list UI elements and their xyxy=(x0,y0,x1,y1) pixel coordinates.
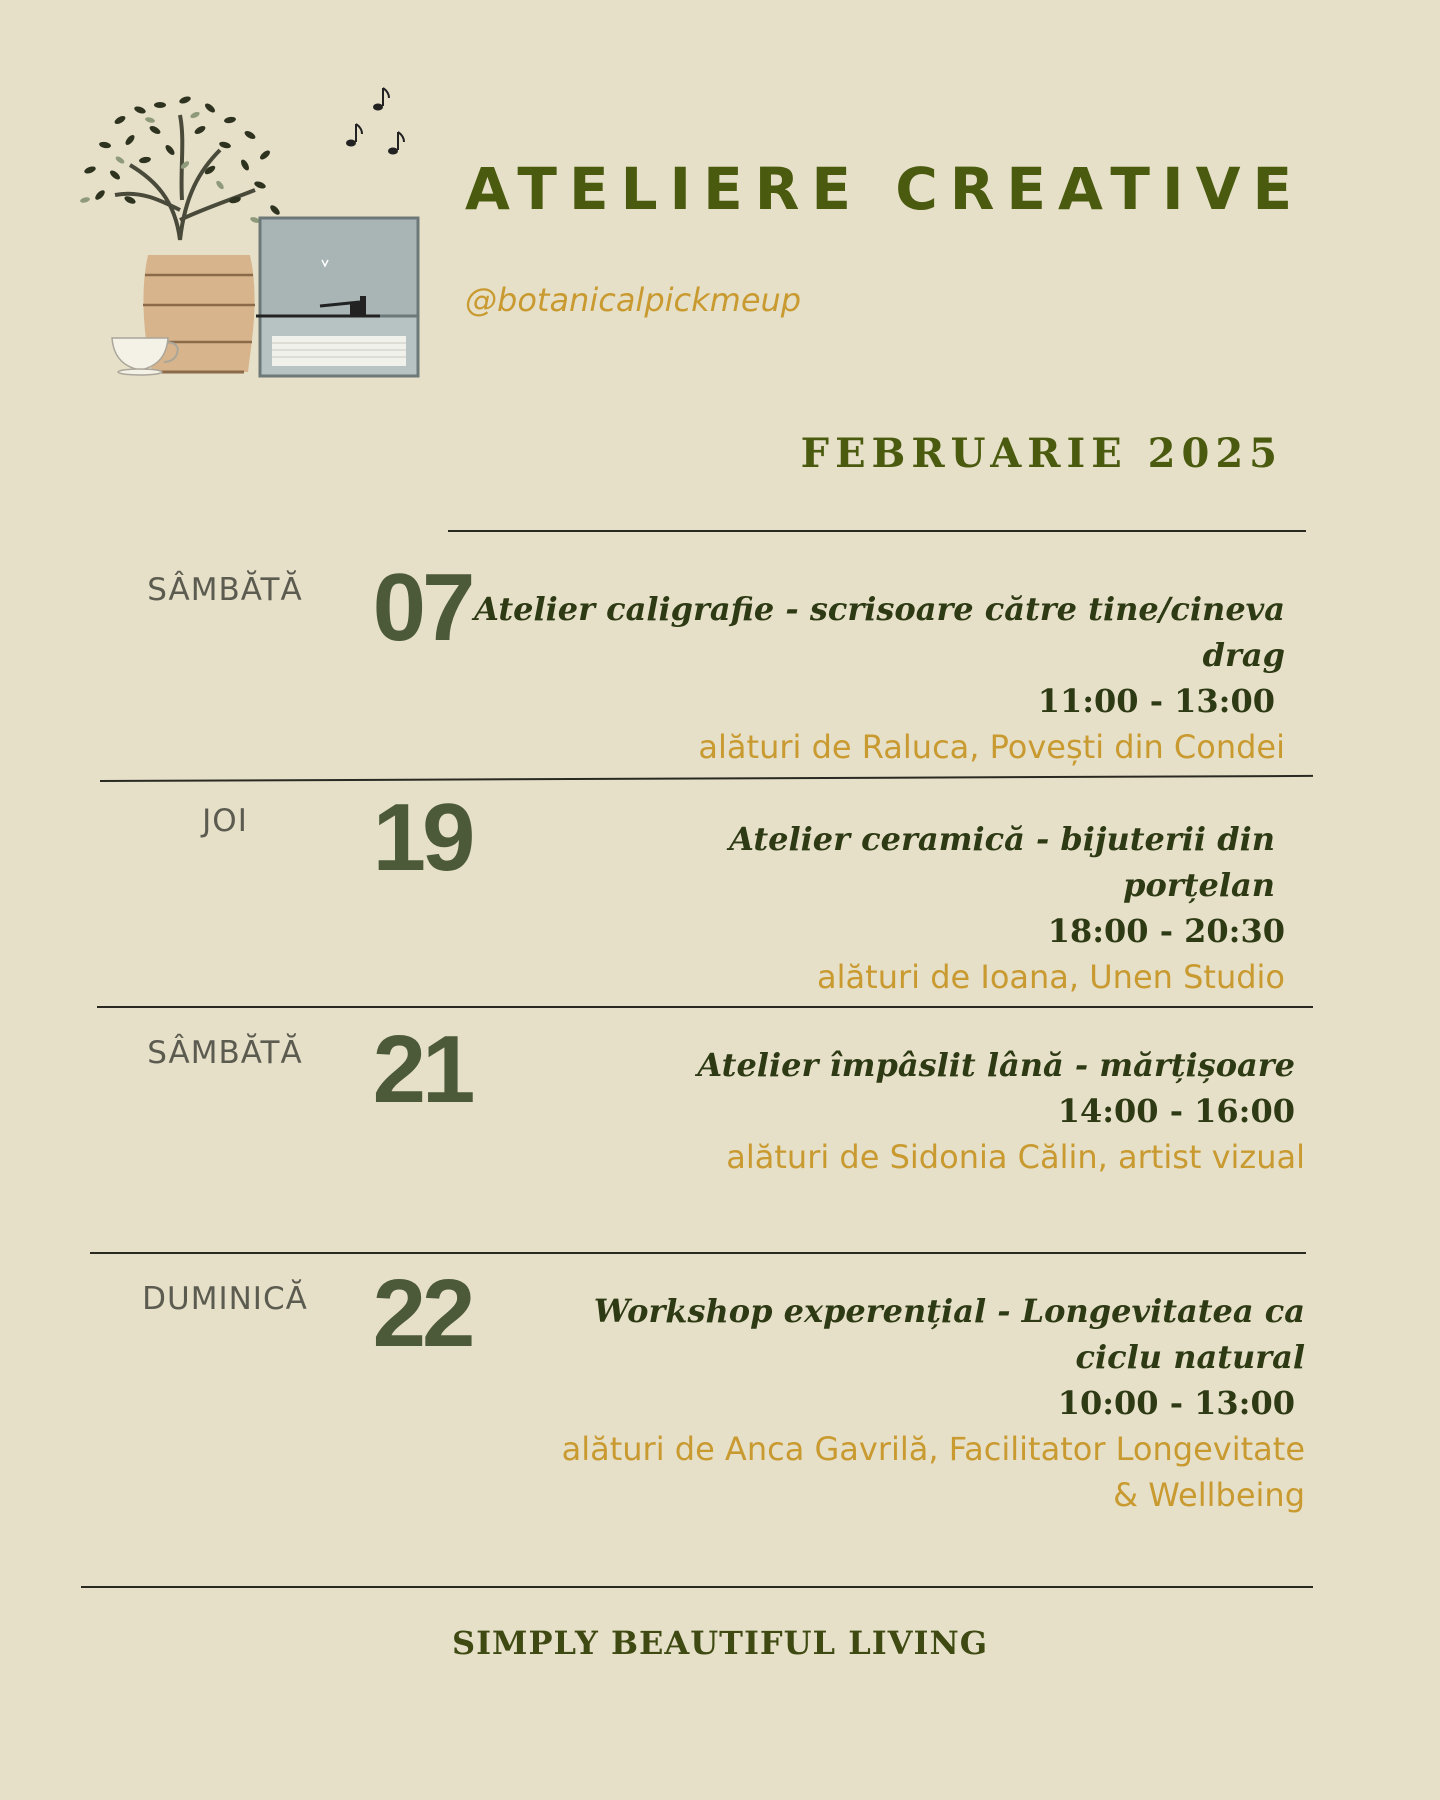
event-host: alături de Anca Gavrilă, Facilitator Longevitate & Wellbeing xyxy=(561,1430,1305,1514)
event-title: Atelier caligrafie - scrisoare către tine/cineva drag xyxy=(474,590,1285,674)
divider xyxy=(97,1006,1313,1008)
plant-record-player-illustration xyxy=(60,80,440,400)
event-title: Atelier împâslit lână - mărțișoare xyxy=(697,1046,1295,1084)
event-host: alături de Sidonia Călin, artist vizual xyxy=(726,1138,1305,1176)
divider xyxy=(448,530,1306,532)
event-date: 21 xyxy=(372,1016,472,1123)
divider xyxy=(90,1252,1306,1254)
event-host: alături de Raluca, Povești din Condei xyxy=(698,728,1285,766)
page-title: ATELIERE CREATIVE xyxy=(465,155,1305,223)
event-title: Atelier ceramică - bijuterii din porțelan xyxy=(729,820,1275,904)
event-details xyxy=(470,586,1285,770)
event-details xyxy=(555,1288,1305,1518)
event-date: 22 xyxy=(372,1260,472,1367)
event-time: 10:00 - 13:00 xyxy=(1057,1384,1295,1422)
month-heading: FEBRUARIE 2025 xyxy=(800,430,1283,477)
event-time: 14:00 - 16:00 xyxy=(1057,1092,1295,1130)
event-day: SÂMBĂTĂ xyxy=(147,1035,303,1071)
record-player-icon xyxy=(256,218,418,376)
event-date: 07 xyxy=(372,554,472,661)
footer-tagline: SIMPLY BEAUTIFUL LIVING xyxy=(451,1624,989,1662)
event-details xyxy=(600,816,1285,1000)
event-title: Workshop experențial - Longevitatea ca ciclu natural xyxy=(593,1292,1305,1376)
event-day: JOI xyxy=(202,803,248,839)
divider xyxy=(100,775,1313,782)
event-day: DUMINICĂ xyxy=(142,1281,308,1317)
tree-icon xyxy=(80,95,282,240)
event-date: 19 xyxy=(372,784,472,891)
divider xyxy=(81,1586,1313,1588)
music-notes-icon xyxy=(346,88,404,155)
event-details xyxy=(640,1042,1305,1180)
event-time: 11:00 - 13:00 xyxy=(1037,682,1275,720)
event-time: 18:00 - 20:30 xyxy=(1047,912,1285,950)
social-handle[interactable]: @botanicalpickmeup xyxy=(465,281,802,319)
event-day: SÂMBĂTĂ xyxy=(147,572,303,608)
event-host: alături de Ioana, Unen Studio xyxy=(817,958,1285,996)
